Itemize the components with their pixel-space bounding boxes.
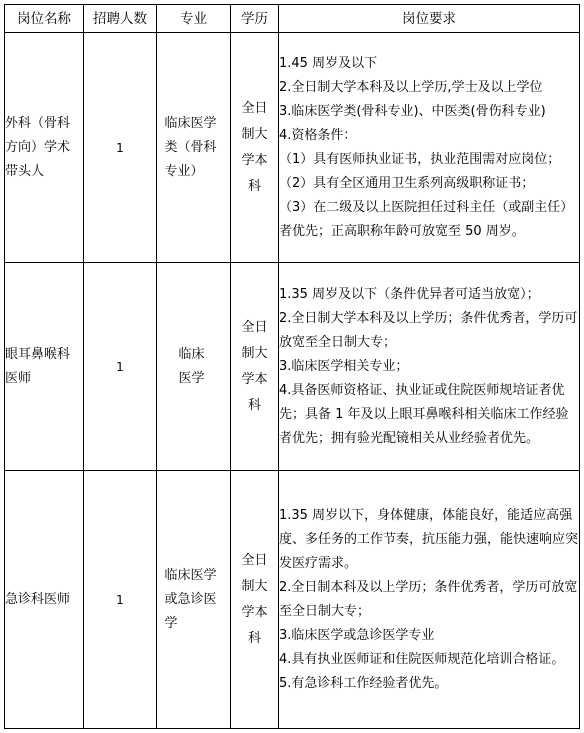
position-cell: [5, 471, 84, 729]
major-cell: [157, 33, 231, 263]
degree-text: 全日制大学本科: [241, 100, 268, 194]
major-cell: [157, 471, 231, 729]
count-cell: 1: [84, 471, 157, 729]
degree-cell: [231, 471, 279, 729]
requirement-line: 2.全日制本科及以上学历；条件优秀者，学历可放宽至全日制大专；: [279, 579, 578, 619]
degree-text: 全日制大学本科: [241, 552, 268, 646]
count-cell: 1: [84, 263, 157, 471]
requirement-line: （1）具有医师执业证书，执业范围需对应岗位；: [279, 151, 561, 167]
position-name: 外科（骨科方向）学术带头人: [5, 115, 71, 179]
requirement-line: 1.35 周岁以下，身体健康，体能良好，能适应高强度、多任务的工作节奏，抗压能力强，能快速响应突发医疗需求。: [279, 507, 579, 571]
header-degree: 学历: [231, 5, 279, 33]
requirement-line: 1.45 周岁及以下: [279, 55, 378, 71]
requirement-line: 2.全日制大学本科及以上学历,学士及以上学位: [279, 79, 543, 95]
degree-text: 全日制大学本科: [241, 319, 268, 413]
major-name: 临床医学或急诊医学: [164, 567, 217, 631]
position-name: 眼耳鼻喉科医师: [5, 346, 71, 386]
header-row: [5, 5, 580, 33]
degree-cell: [231, 263, 279, 471]
recruitment-table: [4, 4, 580, 729]
table-row: [5, 33, 580, 263]
requirement-line: 1.35 周岁及以下（条件优异者可适当放宽）；: [279, 286, 540, 302]
requirements-cell: [279, 263, 580, 471]
requirement-line: 2.全日制大学本科及以上学历；条件优秀者，学历可放宽至全日制大专；: [279, 310, 578, 350]
requirements-cell: [279, 33, 580, 263]
requirement-line: （2）具有全区通用卫生系列高级职称证书；: [279, 175, 535, 191]
requirement-line: 3.临床医学或急诊医学专业: [279, 627, 435, 643]
requirement-line: 3.临床医学类(骨科专业)、中医类(骨伤科专业): [279, 103, 546, 119]
major-cell: [157, 263, 231, 471]
header-count: 招聘人数: [84, 5, 157, 33]
requirements-cell: [279, 471, 580, 729]
position-name: 急诊科医师: [5, 591, 71, 607]
requirement-line: 3.临床医学相关专业；: [279, 358, 409, 374]
header-requirements: 岗位要求: [279, 5, 580, 33]
header-major: 专业: [157, 5, 231, 33]
degree-cell: [231, 33, 279, 263]
requirement-line: （3）在二级及以上医院担任过科主任（或副主任）者优先；正高职称年龄可放宽至 50 周岁。: [279, 199, 574, 239]
position-cell: [5, 263, 84, 471]
requirement-line: 4.具备医师资格证、执业证或住院医师规培证者优先；具备 1 年及以上眼耳鼻喉科相关临床工作经验者优先；拥有验光配镜相关从业经验者优先。: [279, 382, 569, 446]
table-row: [5, 263, 580, 471]
count-cell: 1: [84, 33, 157, 263]
requirement-line: 4.具有执业医师证和住院医师规范化培训合格证。: [279, 651, 565, 667]
header-position: 岗位名称: [5, 5, 84, 33]
requirement-line: 4.资格条件：: [279, 127, 357, 143]
position-cell: [5, 33, 84, 263]
major-name: 临床医学: [178, 346, 205, 386]
requirement-line: 5.有急诊科工作经验者优先。: [279, 675, 448, 691]
major-name: 临床医学类（骨科专业）: [164, 115, 217, 179]
table-row: [5, 471, 580, 729]
